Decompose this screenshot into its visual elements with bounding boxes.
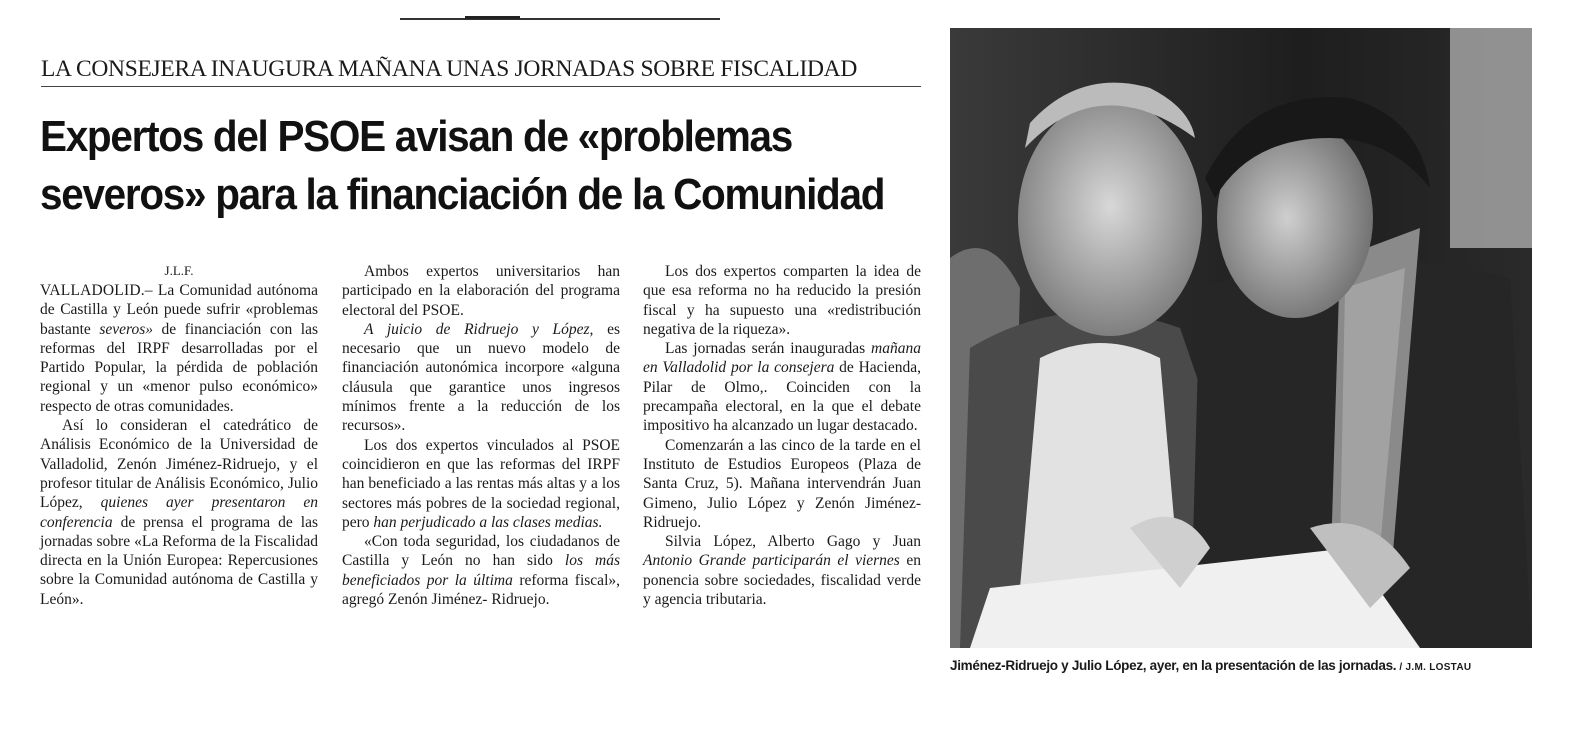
dateline: VALLADOLID.–	[40, 282, 153, 299]
paragraph: «Con toda seguridad, los ciudadanos de Castilla y León no han sido los más beneficiados por la última reforma fiscal», agregó Zenón Jiménez- Ridruejo.	[342, 533, 620, 609]
photo-illustration	[950, 28, 1532, 648]
article-column-2	[342, 262, 620, 609]
paragraph: Silvia López, Alberto Gago y Juan Antonio Grande participarán el viernes en ponencia sobre sociedades, fiscalidad verde y agencia tributaria.	[643, 533, 921, 609]
top-rule-accent	[465, 16, 520, 19]
top-rule	[400, 18, 720, 20]
news-photo	[950, 28, 1532, 648]
paragraph: A juicio de Ridruejo y López, es necesario que un nuevo modelo de financiación autonómica incorpore «alguna cláusula que garantice unos ingresos mínimos frente a la reducción de los recursos».	[342, 320, 620, 435]
headline-line-1: Expertos del PSOE avisan de «problemas	[40, 112, 792, 161]
article-column-3	[643, 262, 921, 609]
photo-caption	[950, 658, 1532, 673]
kicker-underline	[41, 86, 921, 87]
paragraph: Así lo consideran el catedrático de Análisis Económico de la Universidad de Valladolid, Zenón Jiménez-Ridruejo, y el profesor titular de Análisis Económico, Julio López, quienes ayer presentaron en conferencia de prensa el programa de las jornadas sobre «La Reforma de la Fiscalidad directa en la Unión Europea: Repercusiones sobre la Comunidad autónoma de Castilla y León».	[40, 417, 319, 608]
paragraph: Las jornadas serán inauguradas mañana en Valladolid por la consejera de Hacienda, Pilar de Olmo,. Coinciden con la precampaña electoral, en la que el debate impositivo ha alcanzado un lugar destacado.	[643, 340, 922, 435]
headline-line-2: severos» para la financiación de la Comunidad	[40, 170, 885, 219]
article-headline	[40, 108, 885, 224]
article-column-1	[40, 262, 318, 609]
paragraph: Los dos expertos comparten la idea de que esa reforma no ha reducido la presión fiscal y ha supuesto una «redistribución negativa de la riqueza».	[643, 263, 921, 338]
paragraph: Ambos expertos universitarios han participado en la elaboración del programa electoral del PSOE.	[342, 263, 620, 319]
byline: J.L.F.	[164, 263, 194, 278]
paragraph: Comenzarán a las cinco de la tarde en el Instituto de Estudios Europeos (Plaza de Santa Cruz, 5). Mañana intervendrán Juan Gimeno, Julio López y Zenón Jiménez-Ridruejo.	[643, 436, 921, 531]
article-kicker: LA CONSEJERA INAUGURA MAÑANA UNAS JORNADAS SOBRE FISCALIDAD	[41, 56, 857, 82]
photo-credit: / J.M. LOSTAU	[1396, 662, 1472, 673]
paragraph: VALLADOLID.– La Comunidad autónoma de Castilla y León puede sufrir «problemas bastante severos» de financiación con las reformas del IRPF desarrolladas por el Partido Popular, la pérdida de población regional y un «menor pulso económico» respecto de otras comunidades.	[40, 282, 318, 415]
paragraph: Los dos expertos vinculados al PSOE coincidieron en que las reformas del IRPF han beneficiado a las rentas más altas y a los sectores más pobres de la sociedad regional, pero han perjudicado a las clases medias.	[342, 436, 620, 531]
caption-text: Jiménez-Ridruejo y Julio López, ayer, en la presentación de las jornadas.	[950, 658, 1397, 673]
